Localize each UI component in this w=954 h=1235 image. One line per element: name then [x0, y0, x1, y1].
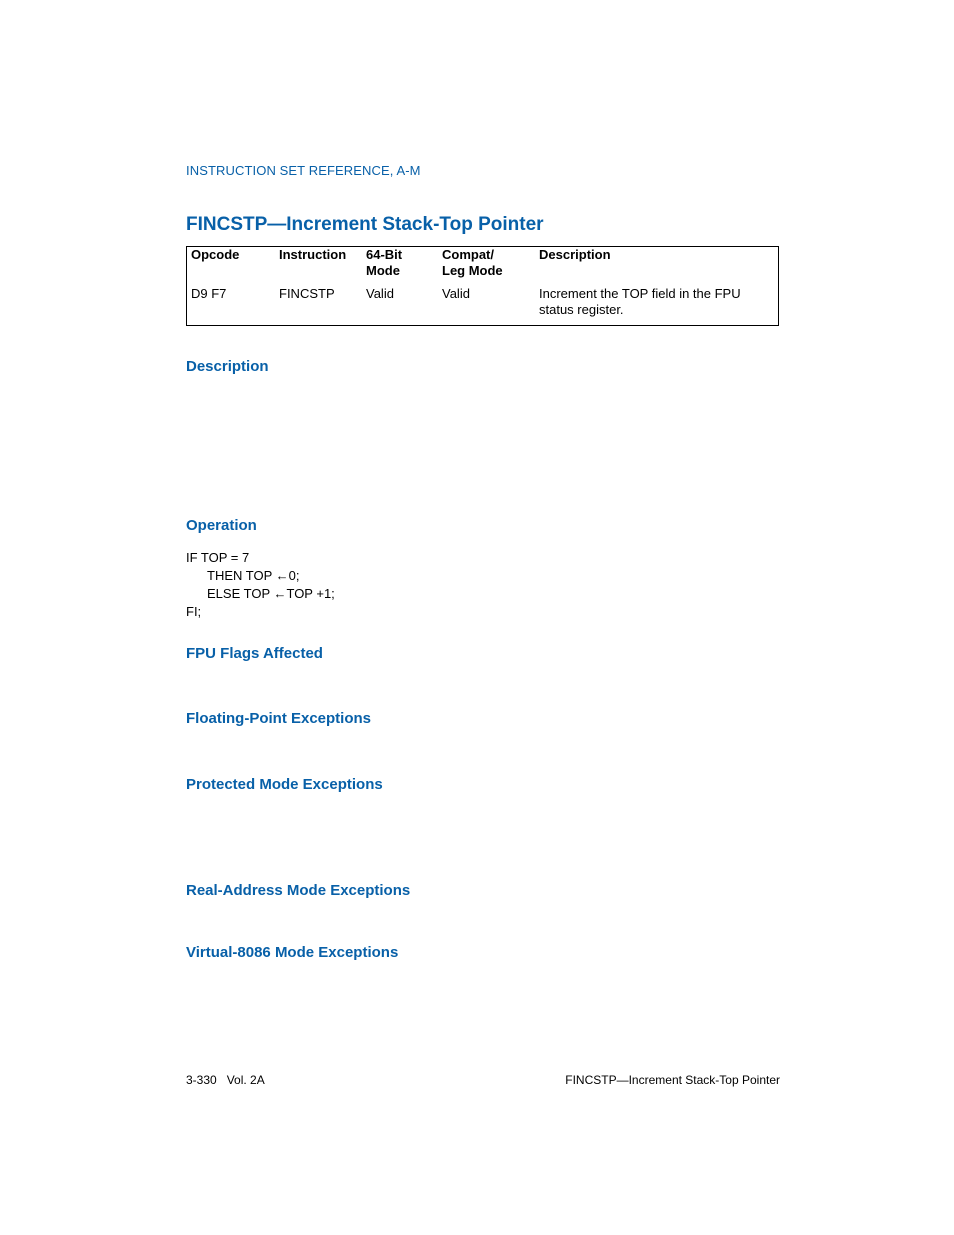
operation-code-block	[186, 549, 335, 621]
table-cell-description	[539, 286, 741, 318]
footer-running-title: FINCSTP—Increment Stack-Top Pointer	[565, 1073, 780, 1087]
table-cell-description-line1: Increment the TOP field in the FPU	[539, 286, 741, 301]
col-header-64bit-line2: Mode	[366, 263, 400, 278]
heading-fpu-flags: FPU Flags Affected	[186, 645, 323, 662]
footer-page-number: 3-330 Vol. 2A	[186, 1073, 265, 1087]
table-cell-opcode: D9 F7	[191, 286, 227, 301]
col-header-description: Description	[539, 247, 611, 262]
heading-virtual-8086-mode: Virtual-8086 Mode Exceptions	[186, 944, 399, 961]
col-header-64bit	[366, 247, 402, 279]
col-header-64bit-line1: 64-Bit	[366, 247, 403, 262]
running-header: INSTRUCTION SET REFERENCE, A-M	[186, 163, 421, 178]
col-header-compat-line2: Leg Mode	[442, 263, 503, 278]
col-header-instruction: Instruction	[279, 247, 347, 262]
page-title: FINCSTP—Increment Stack-Top Pointer	[186, 214, 544, 235]
code-line: FI;	[186, 604, 202, 619]
heading-fp-exceptions: Floating-Point Exceptions	[186, 710, 372, 727]
col-header-compat	[442, 247, 503, 279]
table-cell-instruction: FINCSTP	[279, 286, 335, 301]
code-line: ELSE TOP ←TOP +1;	[207, 586, 335, 601]
table-cell-64bit: Valid	[366, 286, 394, 301]
heading-operation: Operation	[186, 517, 257, 534]
table-cell-compat: Valid	[442, 286, 470, 301]
opcode-table	[186, 246, 779, 326]
heading-real-address-mode: Real-Address Mode Exceptions	[186, 882, 411, 899]
table-cell-description-line2: status register.	[539, 302, 624, 317]
col-header-opcode: Opcode	[191, 247, 240, 262]
code-line: THEN TOP ←0;	[207, 568, 300, 583]
heading-protected-mode: Protected Mode Exceptions	[186, 776, 383, 793]
heading-description: Description	[186, 358, 269, 375]
code-line: IF TOP = 7	[186, 550, 250, 565]
col-header-compat-line1: Compat/	[442, 247, 494, 262]
